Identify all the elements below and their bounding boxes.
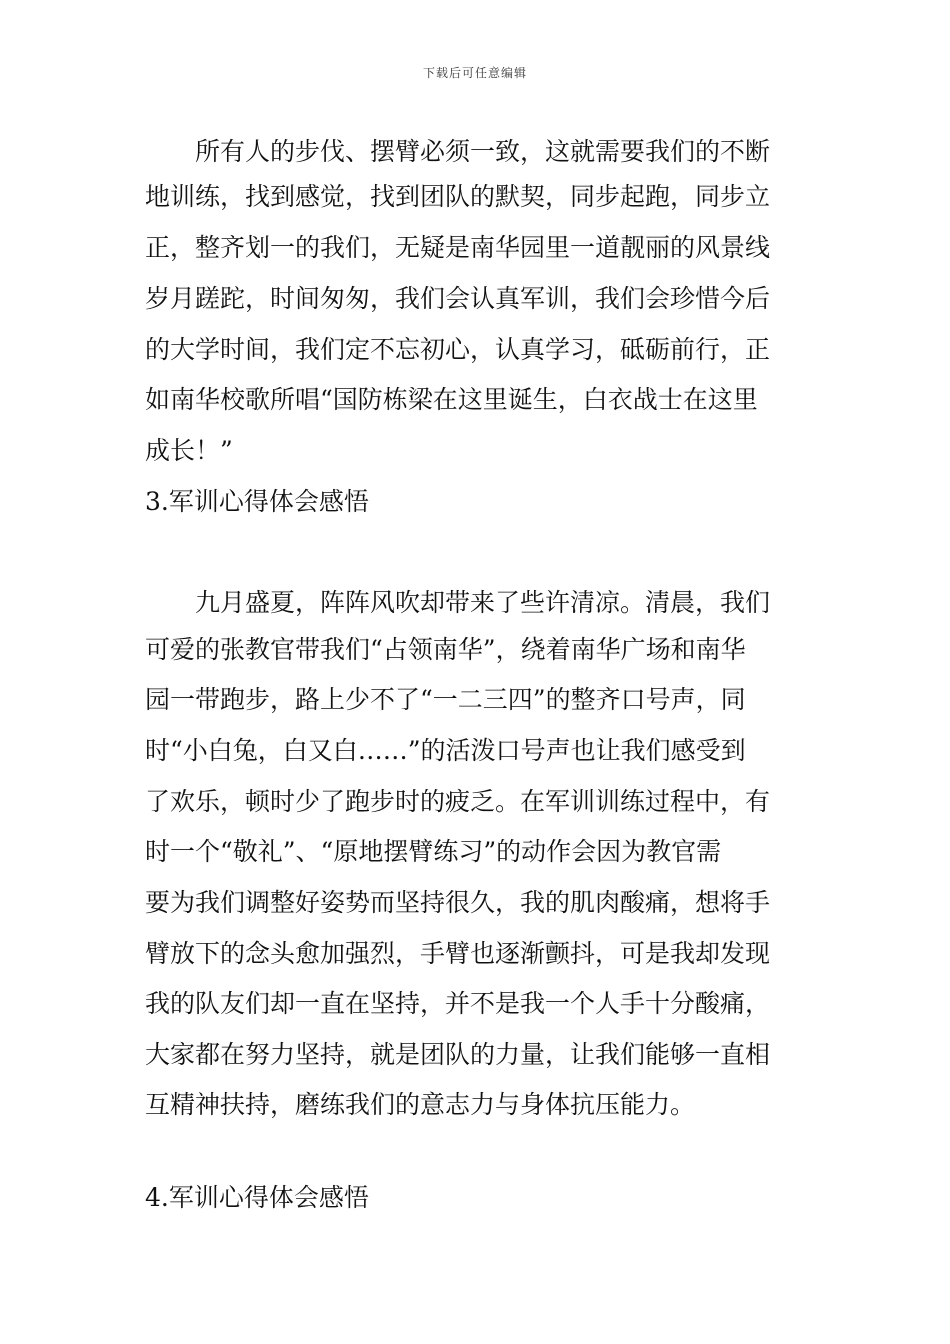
page-header: 下载后可任意编辑 [422,66,527,80]
paragraph-line: 时“小白兔，白又白……”的活泼口号声也让我们感受到 [145,736,746,765]
paragraph-line: 岁月蹉跎，时间匆匆，我们会认真军训，我们会珍惜今后 [145,284,771,313]
paragraph-line: 时一个“敬礼”、“原地摆臂练习”的动作会因为教官需 [145,837,722,866]
paragraph-line: 要为我们调整好姿势而坚持很久，我的肌肉酸痛，想将手 [145,888,771,917]
paragraph-line: 地训练，找到感觉，找到团队的默契，同步起跑，同步立 [145,182,771,211]
paragraph-line: 所有人的步伐、摆臂必须一致，这就需要我们的不断 [145,137,771,166]
paragraph-line: 成长！” [145,436,233,465]
paragraph-line: 互精神扶持，磨练我们的意志力与身体抗压能力。 [145,1090,696,1119]
paragraph-line: 了欢乐，顿时少了跑步时的疲乏。在军训训练过程中，有 [145,787,771,816]
paragraph-line: 园一带跑步，路上少不了“一二三四”的整齐口号声，同 [145,685,746,714]
paragraph-line: 大家都在努力坚持，就是团队的力量，让我们能够一直相 [145,1040,771,1069]
paragraph-line: 如南华校歌所唱“国防栋梁在这里诞生，白衣战士在这里 [145,385,758,414]
paragraph-line: 正，整齐划一的我们，无疑是南华园里一道靓丽的风景线 [145,233,771,262]
section-4-heading: 4.军训心得体会感悟 [145,1183,369,1212]
paragraph-line: 臂放下的念头愈加强烈，手臂也逐渐颤抖，可是我却发现 [145,939,771,968]
section-3-heading: 3.军训心得体会感悟 [145,487,369,516]
paragraph-line: 九月盛夏，阵阵风吹却带来了些许清凉。清晨，我们 [145,588,771,617]
paragraph-line: 的大学时间，我们定不忘初心，认真学习，砥砺前行，正 [145,335,771,364]
paragraph-line: 可爱的张教官带我们“占领南华”，绕着南华广场和南华 [145,635,746,664]
paragraph-line: 我的队友们却一直在坚持，并不是我一个人手十分酸痛， [145,989,771,1018]
